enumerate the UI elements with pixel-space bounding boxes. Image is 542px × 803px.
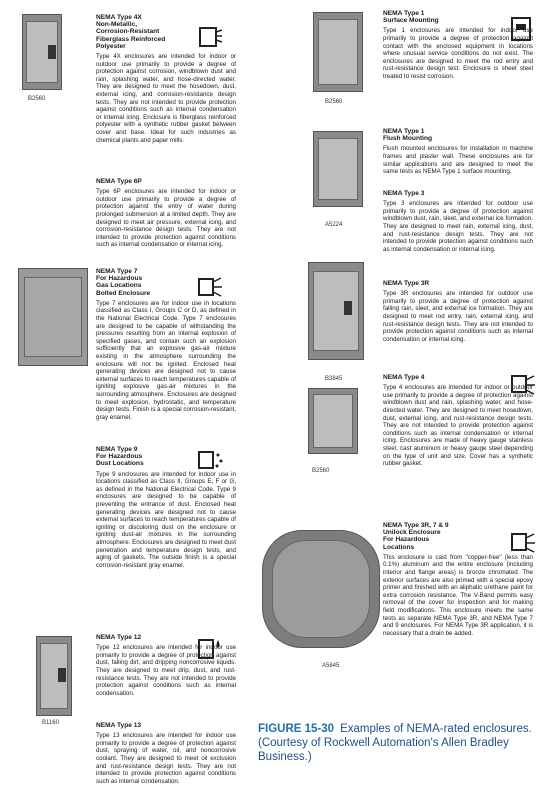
- section-title: NEMA Type 3R, 7 & 9 Unilock Enclosure For Hazardous Locations: [383, 522, 449, 551]
- section-body: Type 12 enclosures are intended for indoor use primarily to provide a degree of protection against dust, falling dirt, and dripping noncorrosive liquids. They are designed to meet drip, dust, and rust-resistance tests. They are not intended to provide protection against conditions such as internal condensation.: [96, 644, 236, 697]
- section-type-7: [96, 268, 236, 421]
- section-title: NEMA Type 4X Non-Metallic, Corrosion-Resistant Fiberglass Reinforced Polyester: [96, 14, 166, 50]
- section-type-4: [383, 374, 533, 468]
- section-body: Type 1 enclosures are intended for indoor use primarily to provide a degree of protection against contact with the enclosed equipment in locations where unusual service conditions do not exist. The enclosures are designed to meet the rod entry and rust-resistance design test. Enclosure is sheet steel treated to resist corrosion.: [383, 27, 533, 80]
- enclosure-photo-unilock: [262, 530, 380, 648]
- section-body: Type 4X enclosures are intended for indoor or outdoor use primarily to provide a degree of protection against corrosion, windblown dust and rain, splashing water, and hose-directed water. They are designed to meet the hosedown, dust, external icing, and corrosion-resistance design tests. They are not intended to provide protection against conditions such as internal condensation or internal icing. Enclosure is fiberglass reinforced polyester with a synthetic rubber gasket between cover and base. Ideal for such industries as chemical plants and paper mills.: [96, 53, 236, 144]
- enclosure-photo-12: [36, 636, 72, 716]
- section-title: NEMA Type 1 Flush Mounting: [383, 128, 433, 143]
- section-type-12: [96, 634, 236, 697]
- section-type-3r: [383, 280, 533, 343]
- section-body: Type 13 enclosures are intended for indoor use primarily to provide a degree of protection against dust, spraying of water, oil, and noncorrosive coolant. They are designed to meet oil exclusion and rust-resistance design tests. They are not intended to provide protection against conditions such as internal condensation.: [96, 732, 236, 785]
- section-body: Type 6P enclosures are intended for indoor or outdoor use primarily to provide a degree of protection against the entry of water during prolonged submersion at a limited depth. They are designed to meet air pressure, external icing, and corrosion-resistance design tests. They are not intended to provide protection against conditions such as internal condensation or internal icing.: [96, 188, 236, 249]
- enclosure-photo-1-flush: [313, 131, 363, 207]
- figure-label: FIGURE 15-30: [258, 723, 335, 735]
- section-body: Flush mounted enclosures for installation in machine frames and plaster wall. These enclosures are for similar applications and are designed to meet the same tests as NEMA Type 1 surface mounting.: [383, 145, 533, 176]
- section-type-13: [96, 722, 236, 785]
- photo-code: B1160: [42, 720, 59, 726]
- enclosure-photo-4: [308, 388, 358, 454]
- enclosure-photo-3r: [308, 262, 364, 360]
- section-title: NEMA Type 4: [383, 374, 425, 381]
- photo-code: A5224: [325, 222, 343, 228]
- section-body: This enclosure is cast from "copper-free" (less than 0.1%) aluminum and the entire enclosure (including interior and flange areas) is bronze chromated. The exterior surfaces are also primed with a special epoxy primer and finished with an aliphatic urethane paint for extra corrosion resistance. The V-Band permits easy removal of the cover for inspection and for making field modifications. This enclosure meets the same tests as separate NEMA Type 3R, and NEMA Type 7 and 9 enclosures. For NEMA Type 3R application, it is necessary that a drain be added.: [383, 553, 533, 637]
- section-type-9: [96, 446, 236, 569]
- section-body: Type 4 enclosures are intended for indoor or outdoor use primarily to provide a degree of protection against windblown dust and rain, splashing water, and hose-directed water. They are designed to meet hosedown, dust, external icing, and rust-resistance design tests. They are not intended to provide protection against conditions such as internal condensation or internal icing. Enclosures are made of heavy gauge stainless steel, cast aluminum or heavy gauge steel depending on the type of unit and size. Cover has a synthetic rubber gasket.: [383, 384, 533, 468]
- section-body: Type 3R enclosures are intended for outdoor use primarily to provide a degree of protection against falling rain, sleet, and external ice formation. They are designed to meet rod entry, rain, external icing, and rust-resistance design tests. They are not intended to provide protection against conditions such as internal condensation or internal icing.: [383, 290, 533, 343]
- section-title: NEMA Type 3: [383, 190, 425, 197]
- section-body: Type 3 enclosures are intended for outdoor use primarily to provide a degree of protection against windblown dust, rain, sleet, and external ice formation. They are designed to meet rain, external icing, dust, and rust-resistance design tests. They are not intended to provide protection against conditions such as internal condensation or internal icing.: [383, 200, 533, 253]
- section-body: Type 7 enclosures are for indoor use in locations classified as Class I, Groups C or D, as defined in the National Electrical Code. Type 7 enclosures are designed to be capable of withstanding the pressures resulting from an internal explosion of specified gases, and contain such an explosion sufficiently that an explosive gas-air mixture existing in the atmosphere surrounding the enclosure will not be ignited. Enclosed heat generating devices are designed not to cause external surfaces to reach temperatures capable of igniting explosive gas-air mixtures in the surrounding atmosphere. Enclosures are designed to meet explosion, hydrostatic, and temperature design tests. Finish is a special corrosion-resistant, gray enamel.: [96, 299, 236, 421]
- section-title: NEMA Type 12: [96, 634, 142, 641]
- photo-code: B3845: [325, 376, 343, 382]
- section-title: NEMA Type 7 For Hazardous Gas Locations Bolted Enclosure: [96, 268, 151, 297]
- figure-caption: [258, 722, 533, 764]
- section-title: NEMA Type 1 Surface Mounting: [383, 10, 439, 25]
- section-type-4x: [96, 14, 236, 144]
- section-title: NEMA Type 3R: [383, 280, 430, 287]
- photo-code: B2560: [312, 468, 330, 474]
- section-body: Type 9 enclosures are intended for indoor use in locations classified as Class II, Groups E, F or G, as defined in the National Electrical Code. Type 9 enclosures are designed to be capable of preventing the entrance of dust. Enclosed heat generating devices are designed not to cause external surfaces to reach temperatures capable of igniting or discoloring dust on the enclosure or igniting dust-air mixtures in the surrounding atmosphere. Enclosures are designed to meet dust penetration and temperature design tests, and aging of gaskets. The outside finish is a special corrosion-resistant gray enamel.: [96, 470, 236, 569]
- section-type-1-surface: [383, 10, 533, 81]
- section-title: NEMA Type 9 For Hazardous Dust Locations: [96, 446, 144, 468]
- section-title: NEMA Type 13: [96, 722, 142, 729]
- section-type-3r-7-9: [383, 522, 533, 637]
- section-title: NEMA Type 6P: [96, 178, 142, 185]
- photo-code: A5845: [322, 663, 340, 669]
- section-type-3: [383, 190, 533, 253]
- enclosure-photo-1-surface: [313, 12, 363, 92]
- enclosure-photo-7: [18, 268, 88, 366]
- photo-code: B2560: [28, 96, 46, 102]
- section-type-1-flush: [383, 128, 533, 176]
- figure-caption-text: Examples of NEMA-rated enclosures. (Courtesy of Rockwell Automation's Allen Bradley Business.): [258, 723, 532, 763]
- photo-code: B2560: [325, 99, 343, 105]
- enclosure-photo-4x: [22, 14, 62, 90]
- section-type-6p: [96, 178, 236, 249]
